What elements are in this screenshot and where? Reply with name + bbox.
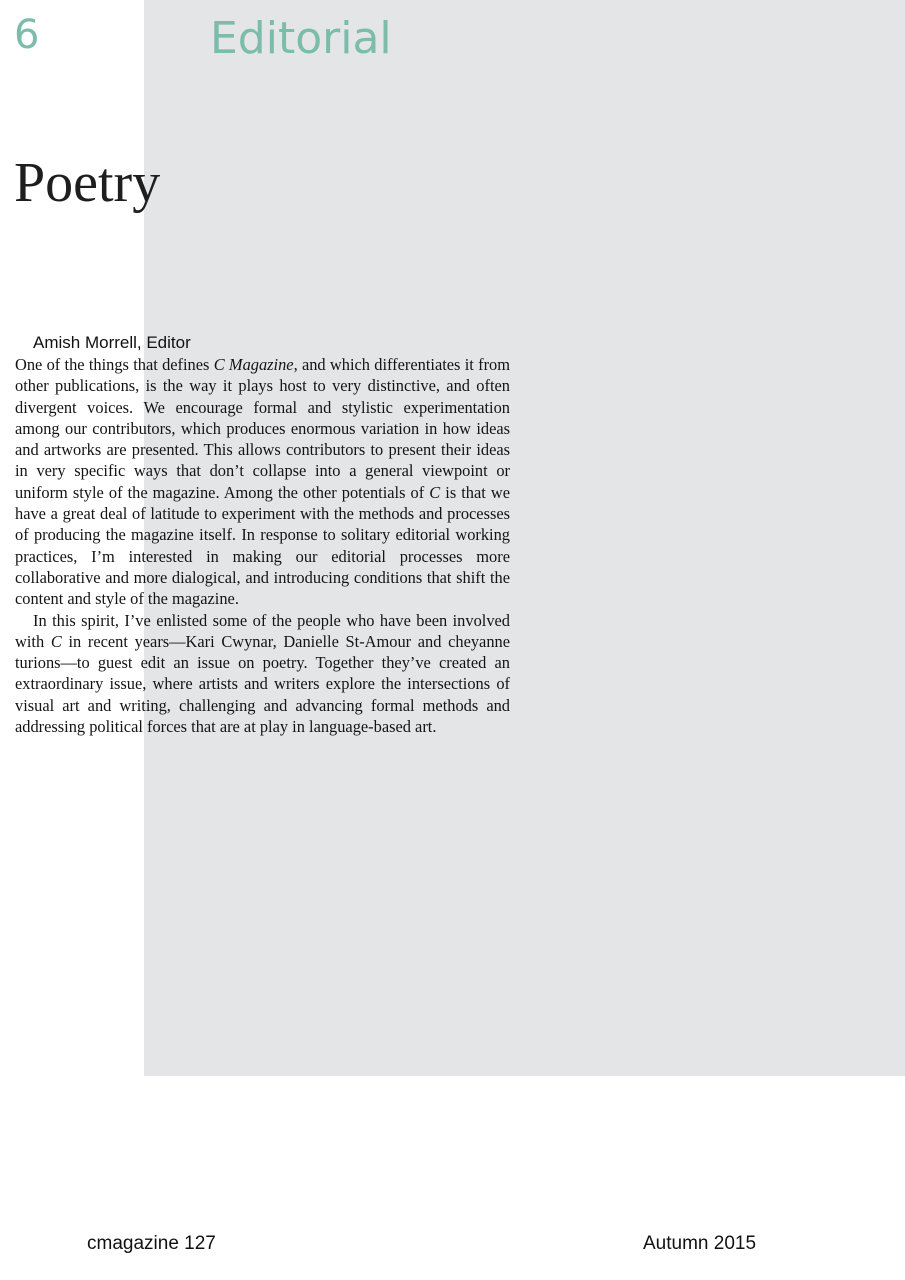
footer-publication: cmagazine 127 [87,1233,216,1254]
article-body [15,354,510,737]
footer-season: Autumn 2015 [643,1233,757,1254]
magazine-name: C Magazine [213,355,294,374]
article-title: Poetry [14,152,161,214]
section-title: Editorial [210,13,392,64]
page-number: 6 [14,12,40,58]
paragraph-1: One of the things that defines C Magazine, and which differentiates it from other publications, is the way it plays host to very distinctive, and often divergent voices. We encourage formal and stylistic experimentation among our contributors, which produces enormous variation in how ideas and artworks are presented. This allows contributors to present their ideas in very specific ways that don’t collapse into a general viewpoint or uniform style of the magazine. Among the other potentials of C is that we have a great deal of latitude to experiment with the methods and processes of producing the magazine itself. In response to solitary editorial working practices, I’m interested in making our editorial processes more collaborative and more dialogical, and introducing conditions that shift the content and style of the magazine. [15,355,510,609]
paragraph-2: In this spirit, I’ve enlisted some of the people who have been involved with C in recent years—Kari Cwynar, Danielle St-Amour and cheyanne turions—to guest edit an issue on poetry. Together they’ve created an extraordinary issue, where artists and writers explore the intersections of visual art and writing, challenging and advancing formal methods and addressing political forces that are at play in language-based art. [15,610,510,737]
byline: Amish Morrell, Editor [33,333,191,352]
